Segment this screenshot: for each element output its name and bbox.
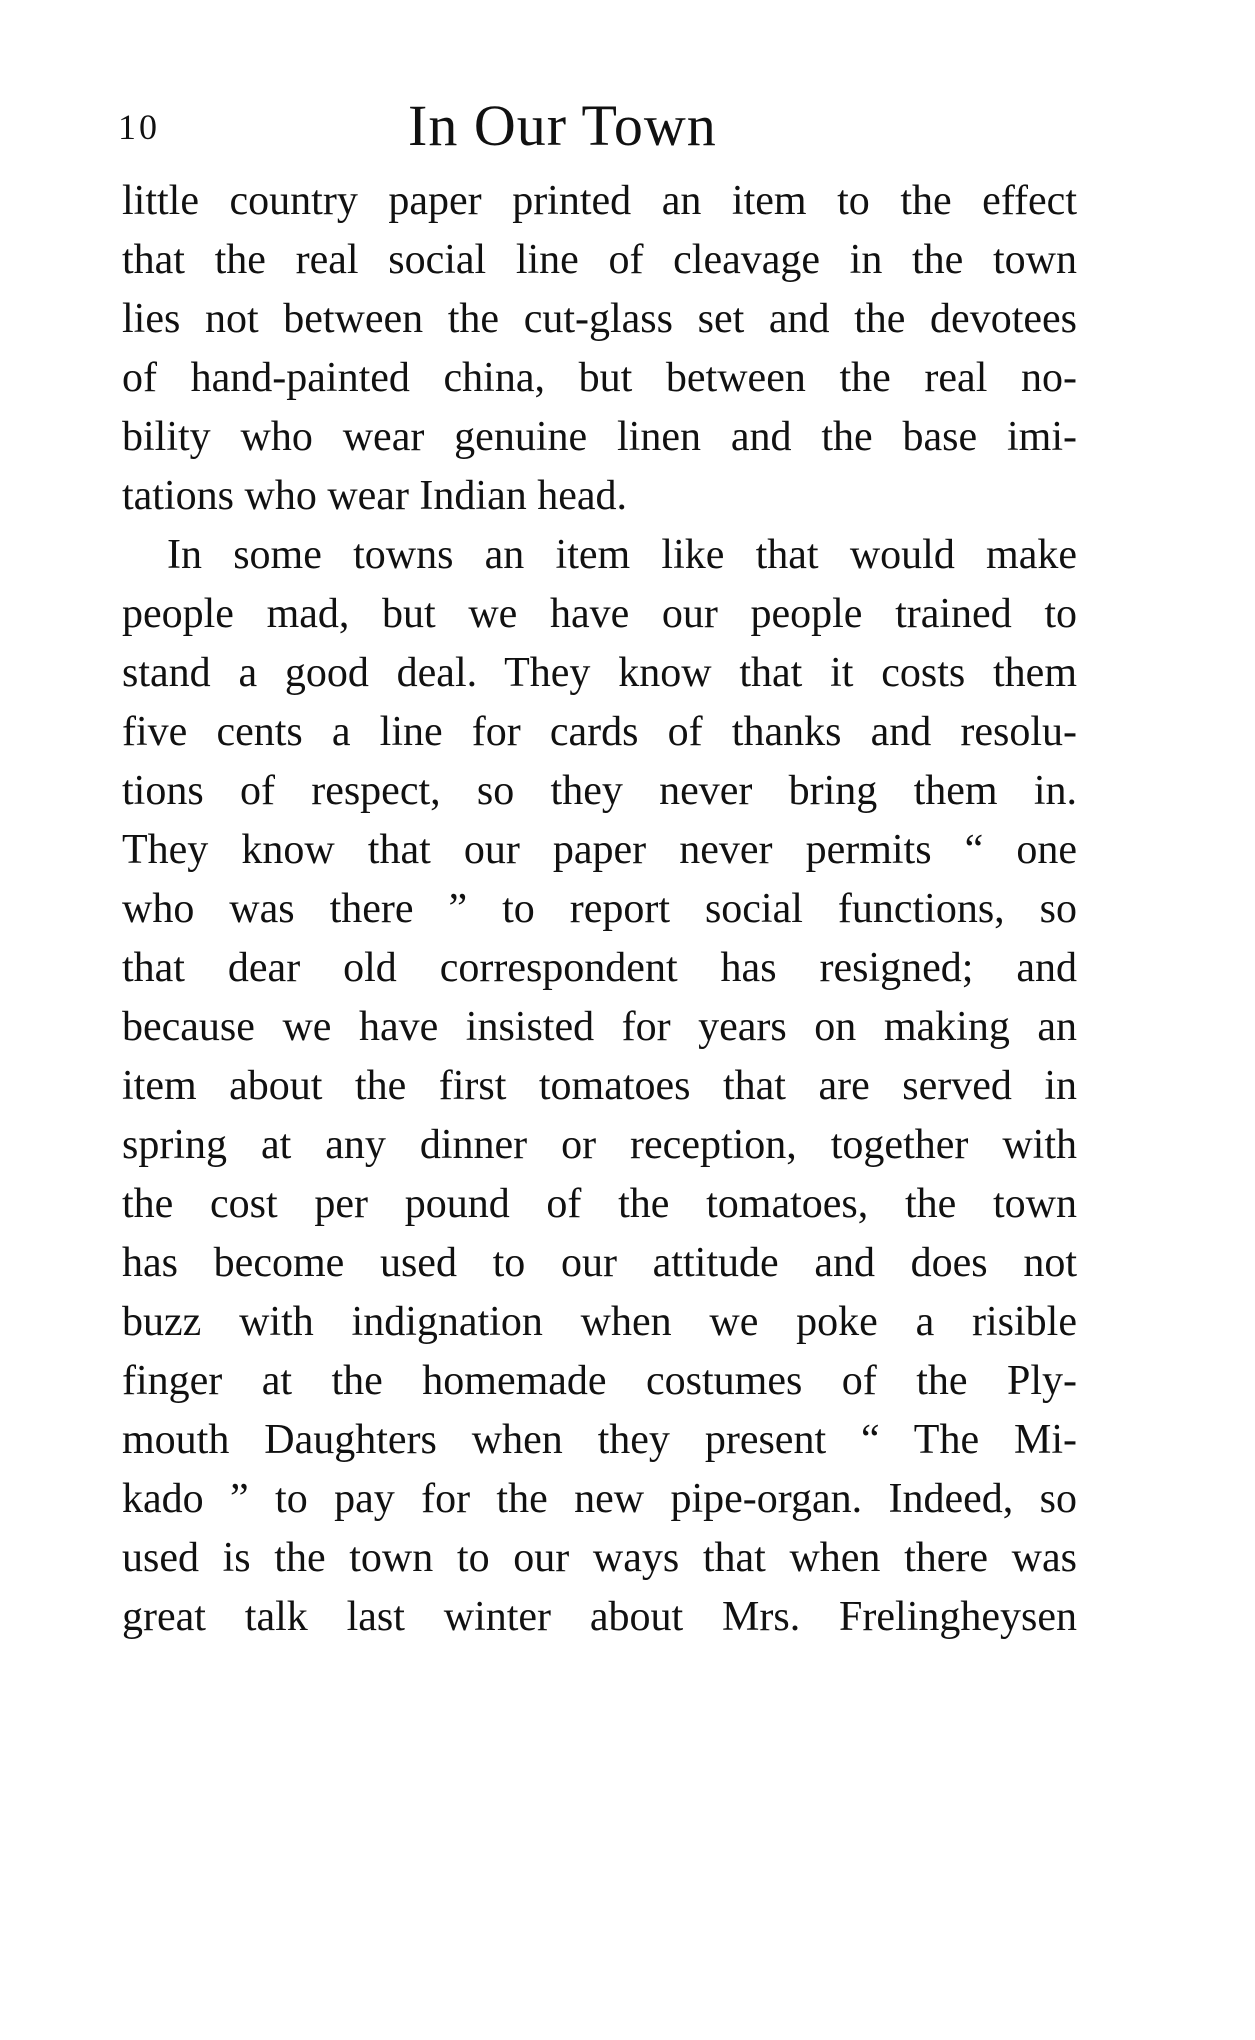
text-line: who was there ” to report social functions, so: [122, 886, 1077, 932]
text-line: spring at any dinner or reception, together with: [122, 1122, 1077, 1168]
body-text: [122, 172, 1077, 1647]
text-line: lies not between the cut-glass set and the devotees: [122, 296, 1077, 342]
text-line: tions of respect, so they never bring them in.: [122, 768, 1077, 814]
text-line: the cost per pound of the tomatoes, the town: [122, 1181, 1077, 1227]
text-line: five cents a line for cards of thanks and resolu-: [122, 709, 1077, 755]
text-line: used is the town to our ways that when there was: [122, 1535, 1077, 1581]
text-line: bility who wear genuine linen and the base imi-: [122, 414, 1077, 460]
text-line: kado ” to pay for the new pipe-organ. Indeed, so: [122, 1476, 1077, 1522]
text-line: people mad, but we have our people trained to: [122, 591, 1077, 637]
text-line: has become used to our attitude and does not: [122, 1240, 1077, 1286]
text-line: mouth Daughters when they present “ The Mi-: [122, 1417, 1077, 1463]
text-line: little country paper printed an item to the effect: [122, 178, 1077, 224]
text-line: In some towns an item like that would make: [167, 532, 1077, 578]
text-line: that dear old correspondent has resigned; and: [122, 945, 1077, 991]
text-line: tations who wear Indian head.: [122, 473, 628, 519]
text-line: great talk last winter about Mrs. Frelingheysen: [122, 1594, 1077, 1640]
page-number: 10: [118, 107, 160, 147]
text-line: that the real social line of cleavage in the town: [122, 237, 1077, 283]
text-line: stand a good deal. They know that it costs them: [122, 650, 1077, 696]
paragraph-2: [122, 526, 1077, 1647]
text-line: because we have insisted for years on making an: [122, 1004, 1077, 1050]
paragraph-1: [122, 172, 1077, 526]
text-line: of hand-painted china, but between the real no-: [122, 355, 1077, 401]
text-line: item about the first tomatoes that are served in: [122, 1063, 1077, 1109]
running-title: In Our Town: [408, 93, 717, 158]
text-line: finger at the homemade costumes of the Ply-: [122, 1358, 1077, 1404]
running-head: [118, 92, 1080, 162]
text-line: buzz with indignation when we poke a risible: [122, 1299, 1077, 1345]
text-line: They know that our paper never permits “ one: [122, 827, 1077, 873]
